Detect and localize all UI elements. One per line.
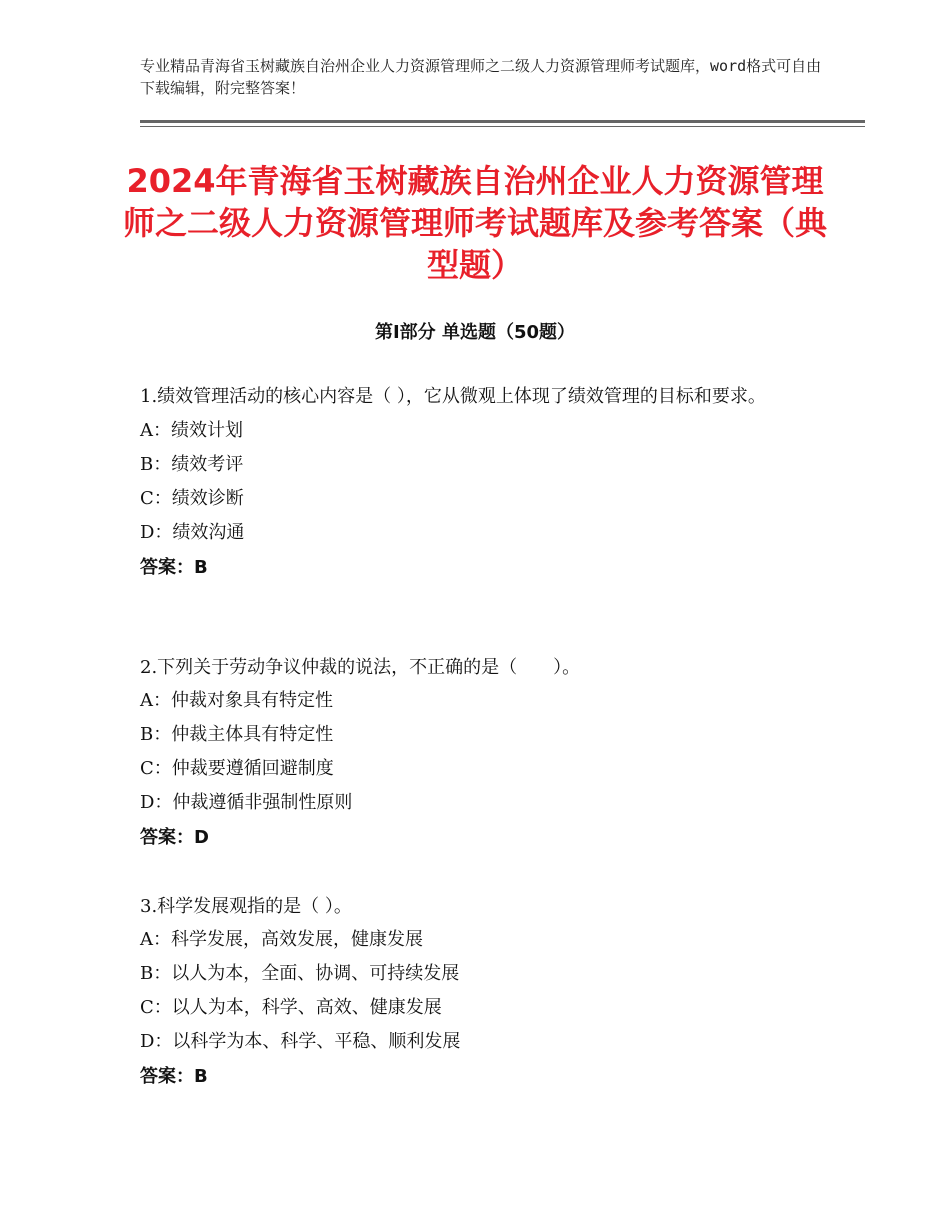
option-d: D：仲裁遵循非强制性原则	[140, 792, 353, 813]
question-2	[140, 652, 820, 856]
question-stem: 3.科学发展观指的是（ ）。	[140, 896, 352, 917]
option-b: B：绩效考评	[140, 454, 244, 475]
answer: 答案：B	[140, 1066, 208, 1087]
question-3	[140, 891, 820, 1095]
header-divider-thick	[140, 120, 865, 123]
option-d: D：绩效沟通	[140, 522, 245, 543]
answer: 答案：D	[140, 827, 209, 848]
option-a: A：绩效计划	[140, 420, 243, 441]
option-d: D：以科学为本、科学、平稳、顺利发展	[140, 1031, 461, 1052]
option-c: C：绩效诊断	[140, 488, 244, 509]
option-a: A：科学发展，高效发展，健康发展	[140, 929, 423, 950]
question-stem: 2.下列关于劳动争议仲裁的说法，不正确的是（ ）。	[140, 657, 581, 678]
document-title: 2024年青海省玉树藏族自治州企业人力资源管理师之二级人力资源管理师考试题库及参考答案（典型题）	[122, 162, 827, 284]
header-divider-thin	[140, 126, 865, 127]
option-c: C：以人为本，科学、高效、健康发展	[140, 997, 442, 1018]
option-c: C：仲裁要遵循回避制度	[140, 758, 334, 779]
header-note: 专业精品青海省玉树藏族自治州企业人力资源管理师之二级人力资源管理师考试题库，word格式可自由下载编辑，附完整答案！	[140, 57, 822, 97]
option-b: B：以人为本，全面、协调、可持续发展	[140, 963, 460, 984]
section-heading: 第Ⅰ部分 单选题（50题）	[374, 322, 575, 343]
answer: 答案：B	[140, 557, 208, 578]
option-a: A：仲裁对象具有特定性	[140, 690, 333, 711]
question-1	[140, 381, 820, 586]
option-b: B：仲裁主体具有特定性	[140, 724, 334, 745]
question-stem: 1.绩效管理活动的核心内容是（ ），它从微观上体现了绩效管理的目标和要求。	[140, 386, 766, 407]
